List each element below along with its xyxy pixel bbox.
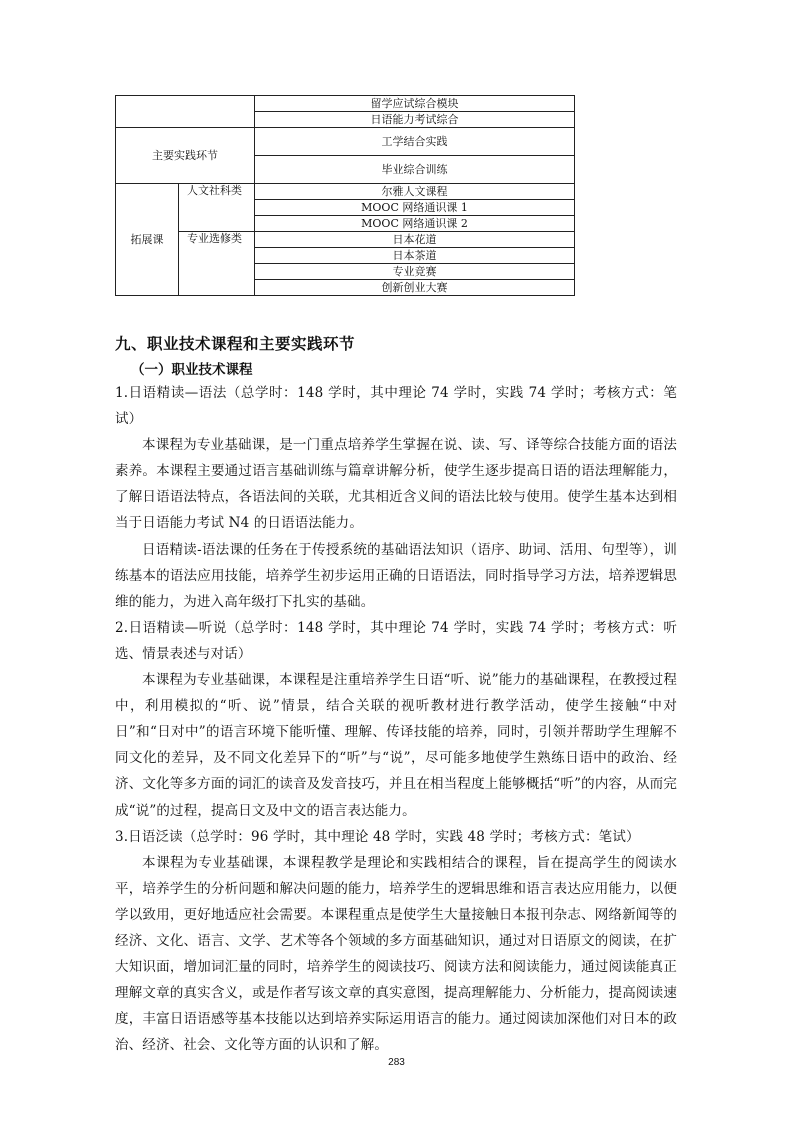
page-number: 283 [388, 1057, 405, 1068]
table-cell-subcategory: 专业选修类 [179, 232, 255, 296]
body-text [115, 380, 677, 1058]
table-cell: 毕业综合训练 [255, 156, 575, 184]
paragraph: 日语精读-语法课的任务在于传授系统的基础语法知识（语序、助词、活用、句型等），训练基本的语法应用技能，培养学生初步运用正确的日语语法，同时指导学习方法，培养逻辑思维的能力，为进入高年级打下扎实的基础。 [115, 541, 677, 610]
table-cell: 日本茶道 [255, 248, 575, 264]
table-cell: 创新创业大赛 [255, 280, 575, 296]
table-row [116, 96, 575, 112]
paragraph: 本课程为专业基础课，是一门重点培养学生掌握在说、读、写、译等综合技能方面的语法素养。本课程主要通过语言基础训练与篇章讲解分析，使学生逐步提高日语的语法理解能力，了解日语语法特点，各语法间的关联，尤其相近含义间的语法比较与使用。使学生基本达到相当于日语能力考试 N4 的日语语法能力。 [115, 437, 677, 532]
table-cell-subcategory: 人文社科类 [179, 184, 255, 232]
table-cell: 留学应试综合模块 [255, 96, 575, 112]
table-cell: 工学结合实践 [255, 128, 575, 156]
subsection-title: （一）职业技术课程 [131, 362, 253, 378]
table-cell: 日本花道 [255, 232, 575, 248]
table-cell: MOOC 网络通识课 1 [255, 200, 575, 216]
table-cell: 日语能力考试综合 [255, 112, 575, 128]
paragraph: 本课程为专业基础课，本课程教学是理论和实践相结合的课程，旨在提高学生的阅读水平，培养学生的分析问题和解决问题的能力，培养学生的逻辑思维和语言表达应用能力，以便学以致用，更好地适应社会需要。本课程重点是使学生大量接触日本报刊杂志、网络新闻等的经济、文化、语言、文学、艺术等各个领域的多方面基础知识，通过对日语原文的阅读，在扩大知识面，增加词汇量的同时，培养学生的阅读技巧、阅读方法和阅读能力，通过阅读能真正理解文章的真实含义，或是作者写该文章的真实意图，提高理解能力、分析能力，提高阅读速度，丰富日语语感等基本技能以达到培养实际运用语言的能力。通过阅读加深他们对日本的政治、经济、社会、文化等方面的认识和了解。 [115, 854, 677, 1054]
course-heading: 3.日语泛读（总学时：96 学时，其中理论 48 学时，实践 48 学时；考核方式：笔试） [115, 828, 640, 845]
course-heading: 2.日语精读—听说（总学时：148 学时，其中理论 74 学时，实践 74 学时；考核方式：听选、情景表述与对话） [115, 619, 677, 662]
table-row [116, 128, 575, 156]
paragraph: 本课程为专业基础课，本课程是注重培养学生日语“听、说”能力的基础课程，在教授过程中，利用模拟的“听、说”情景，结合关联的视听教材进行教学活动，使学生接触“中对日”和“日对中”的语言环境下能听懂、理解、传译技能的培养，同时，引领并帮助学生理解不同文化的差异，及不同文化差异下的“听”与“说”，尽可能多地使学生熟练日语中的政治、经济、文化等多方面的词汇的读音及发音技巧，并且在相当程度上能够概括“听”的内容，从而完成“说”的过程，提高日文及中文的语言表达能力。 [115, 672, 677, 819]
curriculum-table [115, 95, 575, 296]
table-row [116, 232, 575, 248]
table-cell: 专业竞赛 [255, 264, 575, 280]
table-cell-empty [116, 96, 255, 128]
course-heading: 1.日语精读—语法（总学时：148 学时，其中理论 74 学时，实践 74 学时；考核方式：笔试） [115, 385, 677, 428]
table-cell: 尔雅人文课程 [255, 184, 575, 200]
table-row [116, 184, 575, 200]
table-cell: MOOC 网络通识课 2 [255, 216, 575, 232]
table-cell-category: 主要实践环节 [116, 128, 255, 184]
section-title: 九、职业技术课程和主要实践环节 [115, 335, 356, 353]
table-cell-category: 拓展课 [116, 184, 179, 296]
